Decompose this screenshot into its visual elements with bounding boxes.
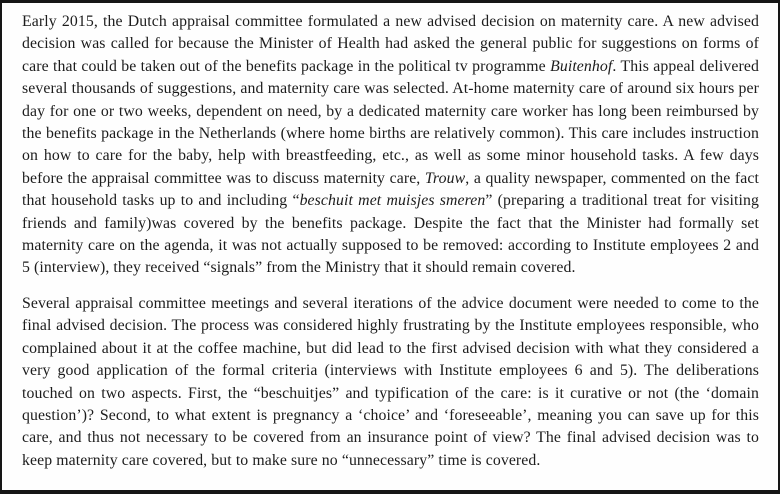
text-run-italic-beschuit: beschuit met muisjes smeren bbox=[299, 192, 486, 210]
text-run: Several appraisal committee meetings and several iterations of the advice document were needed to come to the final advised decision. The process was considered highly frustrating by the Institute employees responsible, who complained about it at the coffee machine, but did lead to the first advised decision with what they considered a very good application of the formal criteria (interviews with Institute employees 6 and 5). The deliberations touched on two aspects. First, the “beschuitjes” and typification of the care: is it curative or not (the ‘domain question’)? Second, to what extent is pregnancy a ‘choice’ and ‘foreseeable’, meaning you can save up for this care, and thus not necessary to be covered from an insurance point of view? The final advised decision was to keep maternity care covered, but to make sure no “unnecessary” time is covered. bbox=[22, 294, 764, 469]
text-run: . This appeal delivered several thousands of suggestions, and maternity care was selected. At-home maternity care of around six hours per day for one or two weeks, dependent on need, by a dedicated maternity care worker has long been reimbursed by the benefits package in the Netherlands (where home births are relatively common). This care includes instruction on how to care for the baby, help with breastfeeding, etc., as well as some minor household tasks. A few days before the appraisal committee was to discuss maternity care, bbox=[22, 57, 764, 187]
paragraph-1 bbox=[22, 11, 764, 280]
text-run-italic-trouw: Trouw bbox=[424, 169, 466, 187]
paragraph-2 bbox=[22, 293, 764, 472]
text-run: , a quality newspaper, commented on the fact that household tasks up to and including “ bbox=[22, 169, 764, 210]
text-run-italic-buitenhof: Buitenhof bbox=[550, 57, 613, 75]
text-run: ” (preparing a traditional treat for visiting friends and family)was covered by the benefits package. Despite the fact that the Minister had formally set maternity care on the agenda, it was not actually supposed to be removed: according to Institute employees 2 and 5 (interview), they received “signals” from the Ministry that it should remain covered. bbox=[22, 192, 764, 277]
text-run: Early 2015, the Dutch appraisal committee formulated a new advised decision on maternity care. A new advised decision was called for because the Minister of Health had asked the general public for suggestions on forms of care that could be taken out of the benefits package in the political tv programme bbox=[22, 13, 764, 75]
